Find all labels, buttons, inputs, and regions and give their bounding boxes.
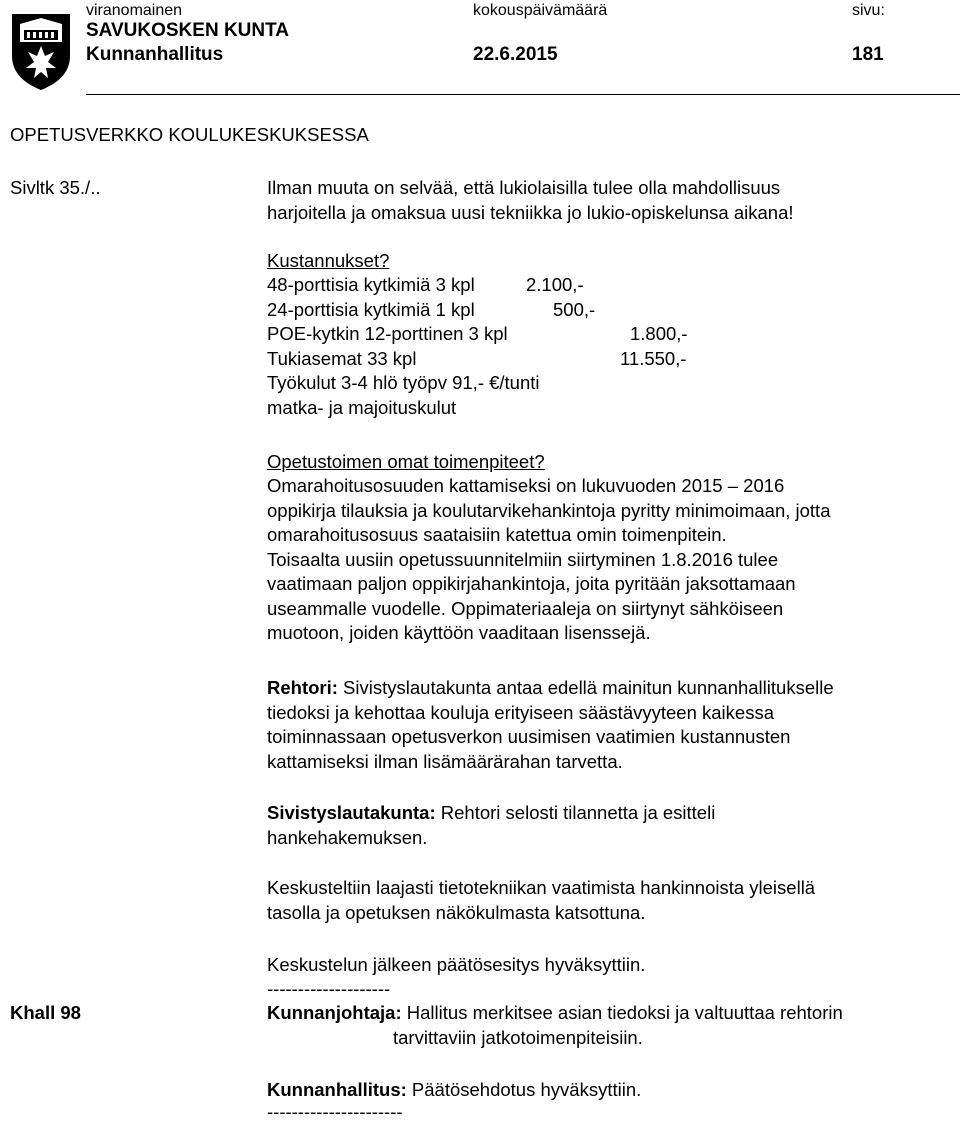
text-line: Toisaalta uusiin opetussuunnitelmiin siirtyminen 1.8.2016 tulee [267, 548, 779, 570]
page-number: 181 [852, 44, 884, 65]
header-page-label: sivu: [852, 2, 885, 19]
decision-text: Keskustelun jälkeen päätösesitys hyväksyttiin. [267, 954, 646, 975]
cost-value: 500,- [553, 299, 596, 320]
org-name: SAVUKOSKEN KUNTA [86, 20, 290, 41]
rehtori-paragraph [267, 676, 834, 774]
costs-heading: Kustannukset? [267, 250, 390, 271]
cost-label: 24-porttisia kytkimiä 1 kpl [267, 299, 475, 320]
text-line: Keskusteltiin laajasti tietotekniikan vaatimista hankinnoista yleisellä [267, 877, 816, 898]
speaker-label: Sivistyslautakunta: [267, 802, 436, 823]
cost-value: 11.550,- [620, 348, 687, 369]
kunnanhallitus-paragraph [267, 1078, 641, 1103]
cost-label: Työkulut 3-4 hlö työpv 91,- €/tunti [267, 372, 540, 393]
text-line: omarahoitusosuus saataisiin katettua omin toimenpitein. [267, 524, 727, 545]
speaker-text: Sivistyslautakunta antaa edellä mainitun kunnanhallitukselle [337, 677, 834, 698]
speaker-text: Rehtori selosti tilannetta ja esitteli [435, 802, 716, 823]
speaker-text: Hallitus merkitsee asian tiedoksi ja valtuuttaa rehtorin [401, 1002, 843, 1023]
cost-label: POE-kytkin 12-porttinen 3 kpl [267, 323, 508, 344]
cost-label: 48-porttisia kytkimiä 3 kpl [267, 274, 475, 295]
speaker-label: Kunnanjohtaja: [267, 1002, 402, 1023]
text-line: tasolla ja opetuksen näkökulmasta katsottuna. [267, 901, 646, 923]
separator-line: ---------------------- [267, 1101, 403, 1122]
text-line [267, 676, 834, 701]
text-line: toiminnassaan opetusverkon uusimisen vaatimien kustannusten [267, 726, 791, 747]
text-line [267, 1001, 843, 1026]
speaker-text: Päätösehdotus hyväksyttiin. [406, 1079, 642, 1100]
cost-row [0, 347, 960, 371]
intro-paragraph [267, 176, 794, 225]
text-line [267, 801, 715, 826]
text-line: muotoon, joiden käyttöön vaaditaan lisenssejä. [267, 622, 651, 643]
reference-label: Sivltk 35./.. [10, 177, 101, 198]
text-line: harjoitella ja omaksua uusi tekniikka jo lukio-opiskelunsa aikana! [267, 201, 794, 223]
discussion-paragraph [267, 876, 815, 925]
measures-heading: Opetustoimen omat toimenpiteet? [267, 451, 545, 472]
text-line: tarvittaviin jatkotoimenpiteisiin. [393, 1026, 643, 1048]
text-line: hankehakemuksen. [267, 826, 428, 848]
text-line: oppikirja tilauksia ja koulutarvikehankintoja pyritty minimoimaan, jotta [267, 499, 831, 521]
cost-value: 1.800,- [630, 323, 688, 344]
header-divider [86, 94, 960, 95]
khall-reference: Khall 98 [10, 1002, 81, 1023]
cost-value: 2.100,- [526, 274, 584, 295]
measures-paragraph [267, 474, 830, 646]
text-line: Omarahoitusosuuden kattamiseksi on lukuvuoden 2015 – 2016 [267, 475, 785, 496]
cost-row [0, 273, 960, 297]
kunnanjohtaja-paragraph [267, 1001, 843, 1050]
body-name: Kunnanhallitus [86, 44, 224, 65]
municipality-crest-logo [10, 12, 72, 92]
meeting-date: 22.6.2015 [473, 44, 558, 65]
cost-label: matka- ja majoituskulut [267, 397, 457, 418]
cost-row [0, 298, 960, 322]
cost-label: Tukiasemat 33 kpl [267, 348, 417, 369]
section-title: OPETUSVERKKO KOULUKESKUKSESSA [10, 124, 369, 145]
speaker-label: Rehtori: [267, 677, 338, 698]
separator-line: -------------------- [267, 978, 391, 999]
text-line: useammalle vuodelle. Oppimateriaaleja on siirtynyt sähköiseen [267, 597, 784, 619]
text-line: Ilman muuta on selvää, että lukiolaisilla tulee olla mahdollisuus [267, 177, 781, 198]
text-line: kattamiseksi ilman lisämäärärahan tarvetta. [267, 750, 623, 772]
text-line: vaatimaan paljon oppikirjahankintoja, joita pyritään jaksottamaan [267, 573, 796, 594]
header-date-label: kokouspäivämäärä [473, 2, 608, 19]
header-authority-label: viranomainen [86, 2, 183, 19]
text-line: tiedoksi ja kehottaa kouluja erityiseen säästävyyteen kaikessa [267, 701, 774, 723]
cost-row [0, 371, 960, 395]
cost-row [0, 322, 960, 346]
cost-row [0, 396, 960, 420]
speaker-label: Kunnanhallitus: [267, 1079, 407, 1100]
sivistyslautakunta-paragraph [267, 801, 715, 850]
